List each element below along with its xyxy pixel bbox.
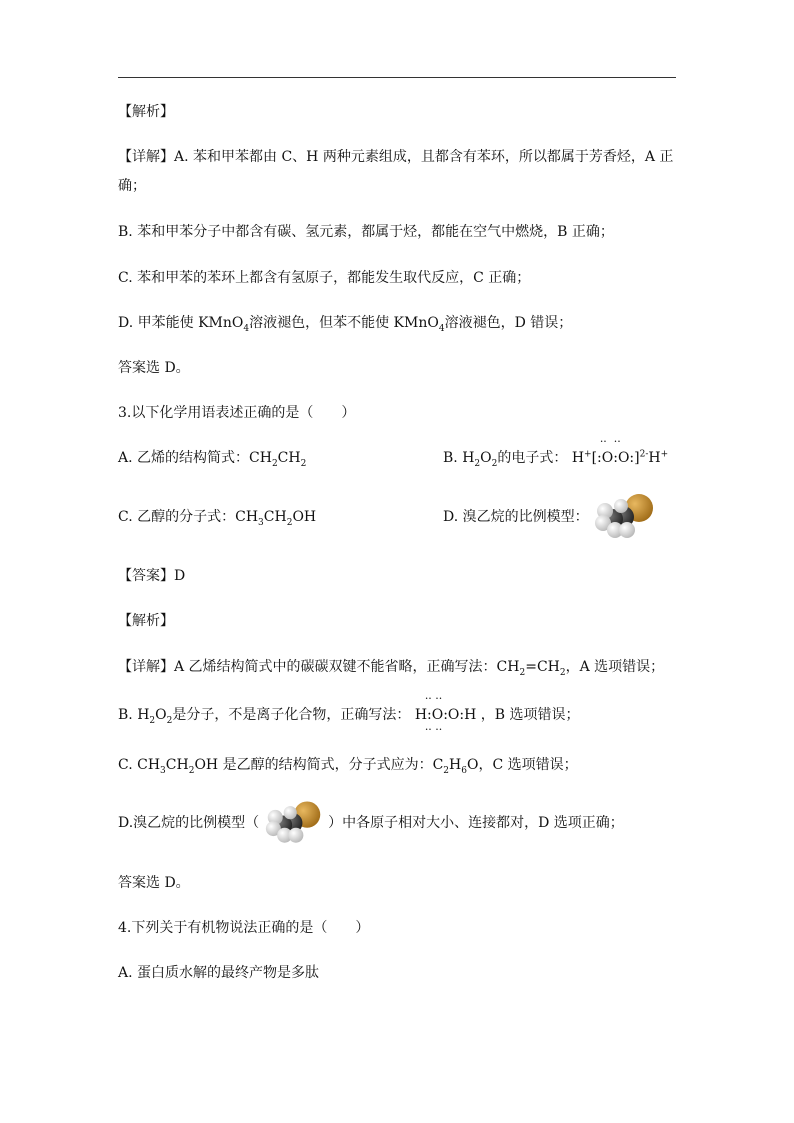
answer-line: 答案选 D。 [118,360,190,376]
bromoethane-model-inline-icon [264,800,324,846]
option-b: B. $H_2O_2$的电子式： ·· ·· H+[:O:O:]$^{2-}$H+ [443,435,669,469]
detail-a: 【详解】A 乙烯结构简式中的碳碳双键不能省略，正确写法：$CH_2=CH_2$，A 选项错误； [118,659,665,678]
question-3: 3.以下化学用语表述正确的是（ ） [118,405,356,421]
option-a: A. 乙烯的结构简式：$CH_2CH_2$ [118,450,307,469]
detail-c: C. $CH_3CH_2OH$ 是乙醇的结构简式，分子式应为：$C_2H_6O$，C 选项错误； [118,757,578,776]
explanation-d: D. 甲苯能使 KMnO$_4$溶液褪色，但苯不能使 KMnO$_4$溶液褪色，D 错误； [118,315,573,334]
analysis-heading: 【解析】 [118,613,174,629]
explanation-c: C. 苯和甲苯的苯环上都含有氢原子，都能发生取代反应，C 正确； [118,270,531,286]
explanation-a-cont: 确； [118,178,146,194]
ionic-electron-formula: ·· ·· H+[:O:O:]$^{2-}$H+ [571,435,669,466]
section-heading: 【解析】 [118,104,174,120]
question-4: 4.下列关于有机物说法正确的是（ ） [118,920,370,936]
option-d: D. 溴乙烷的比例模型： [443,493,657,541]
detail-d: D.溴乙烷的比例模型（ ）中各原子相对大小、连接都对，D 选项正确； [118,800,624,846]
explanation-a: 【详解】A. 苯和甲苯都由 C、H 两种元素组成，且都含有苯环，所以都属于芳香烃，A 正 [118,149,674,165]
answer-key: 【答案】D [118,568,186,584]
header-rule [118,77,676,78]
option-c: C. 乙醇的分子式：$CH_3CH_2OH$ [118,509,317,528]
covalent-electron-formula: ·· ·· H:O:O:H ·· ·· [414,692,477,736]
explanation-b: B. 苯和甲苯分子中都含有碳、氢元素，都属于烃，都能在空气中燃烧，B 正确； [118,224,614,240]
bromoethane-space-filling-model-icon [593,493,657,541]
answer-line-2: 答案选 D。 [118,875,190,891]
q4-option-a: A. 蛋白质水解的最终产物是多肽 [118,965,320,981]
detail-b: B. $H_2O_2$是分子，不是离子化合物，正确写法： ·· ·· H:O:O:H ·· ·· ，B 选项错误； [118,692,580,736]
